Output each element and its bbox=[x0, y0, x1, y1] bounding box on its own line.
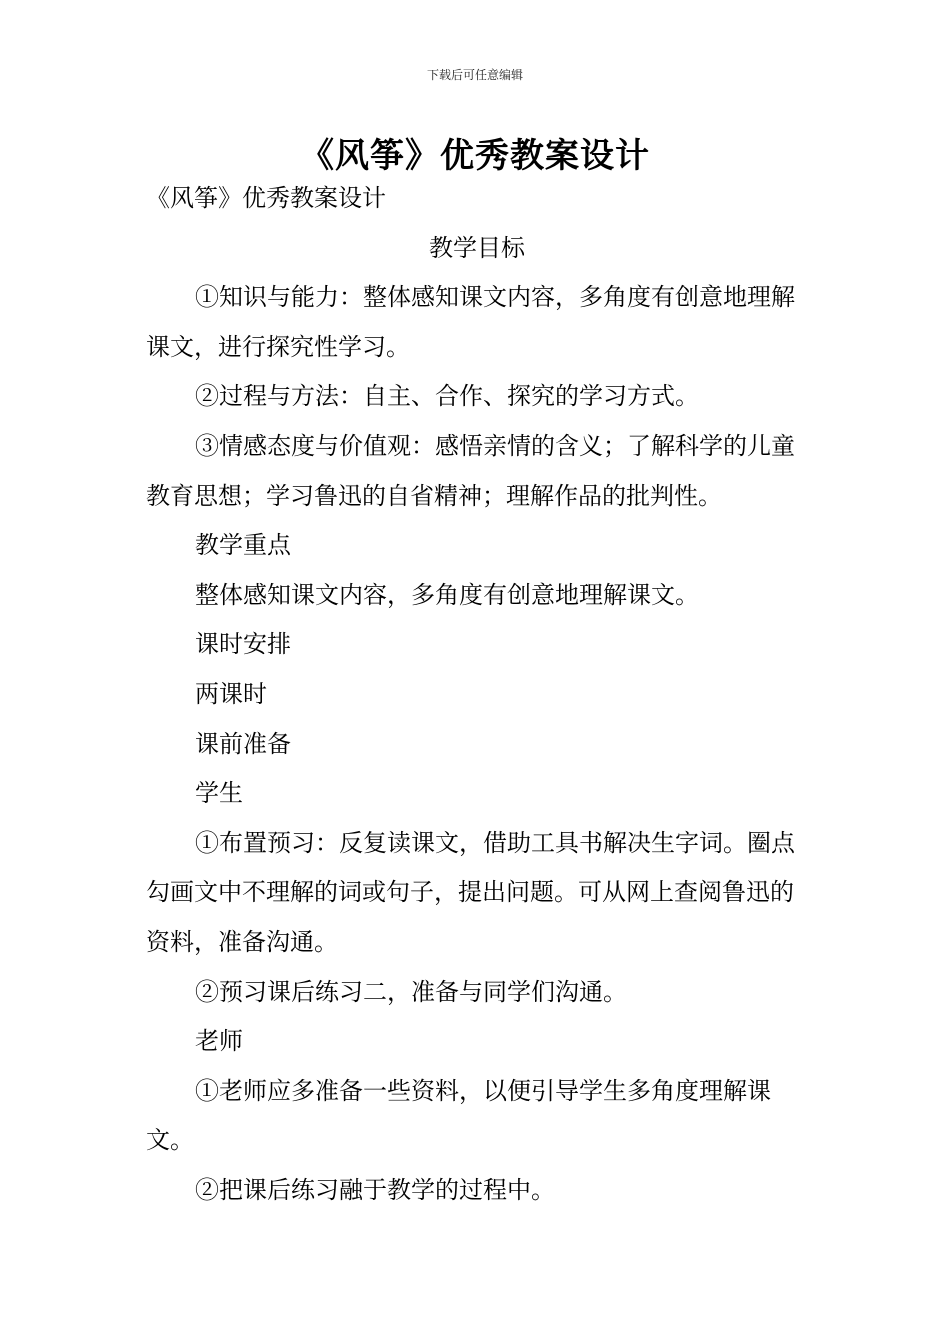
goal-emotion: ③情感态度与价值观：感悟亲情的含义；了解科学的儿童教育思想；学习鲁迅的自省精神；理解作品的批判性。 bbox=[146, 431, 795, 510]
goal-knowledge: ①知识与能力：整体感知课文内容，多角度有创意地理解课文，进行探究性学习。 bbox=[146, 283, 795, 361]
schedule-text: 两课时 bbox=[195, 679, 267, 708]
heading-key-points: 教学重点 bbox=[195, 531, 291, 560]
header-note: 下载后可任意编辑 bbox=[426, 68, 523, 82]
subtitle-line: 《风筝》优秀教案设计 bbox=[146, 184, 386, 212]
student-task-2: ②预习课后练习二，准备与同学们沟通。 bbox=[195, 977, 627, 1006]
goal-process: ②过程与方法：自主、合作、探究的学习方式。 bbox=[195, 382, 699, 411]
teacher-task-1: ①老师应多准备一些资料，以便引导学生多角度理解课文。 bbox=[146, 1076, 771, 1155]
document-title: 《风筝》优秀教案设计 bbox=[300, 136, 650, 176]
heading-preparation: 课前准备 bbox=[195, 729, 291, 758]
students-label: 学生 bbox=[195, 779, 243, 808]
teacher-task-2: ②把课后练习融于教学的过程中。 bbox=[195, 1175, 555, 1204]
student-task-1: ①布置预习：反复读课文，借助工具书解决生字词。圈点勾画文中不理解的词或句子，提出问题。可从网上查阅鲁迅的资料，准备沟通。 bbox=[146, 828, 795, 956]
heading-schedule: 课时安排 bbox=[195, 630, 291, 659]
teacher-label: 老师 bbox=[195, 1027, 243, 1056]
document-body bbox=[146, 174, 808, 1215]
heading-teaching-goals: 教学目标 bbox=[429, 233, 525, 262]
key-points-text: 整体感知课文内容，多角度有创意地理解课文。 bbox=[195, 580, 699, 609]
